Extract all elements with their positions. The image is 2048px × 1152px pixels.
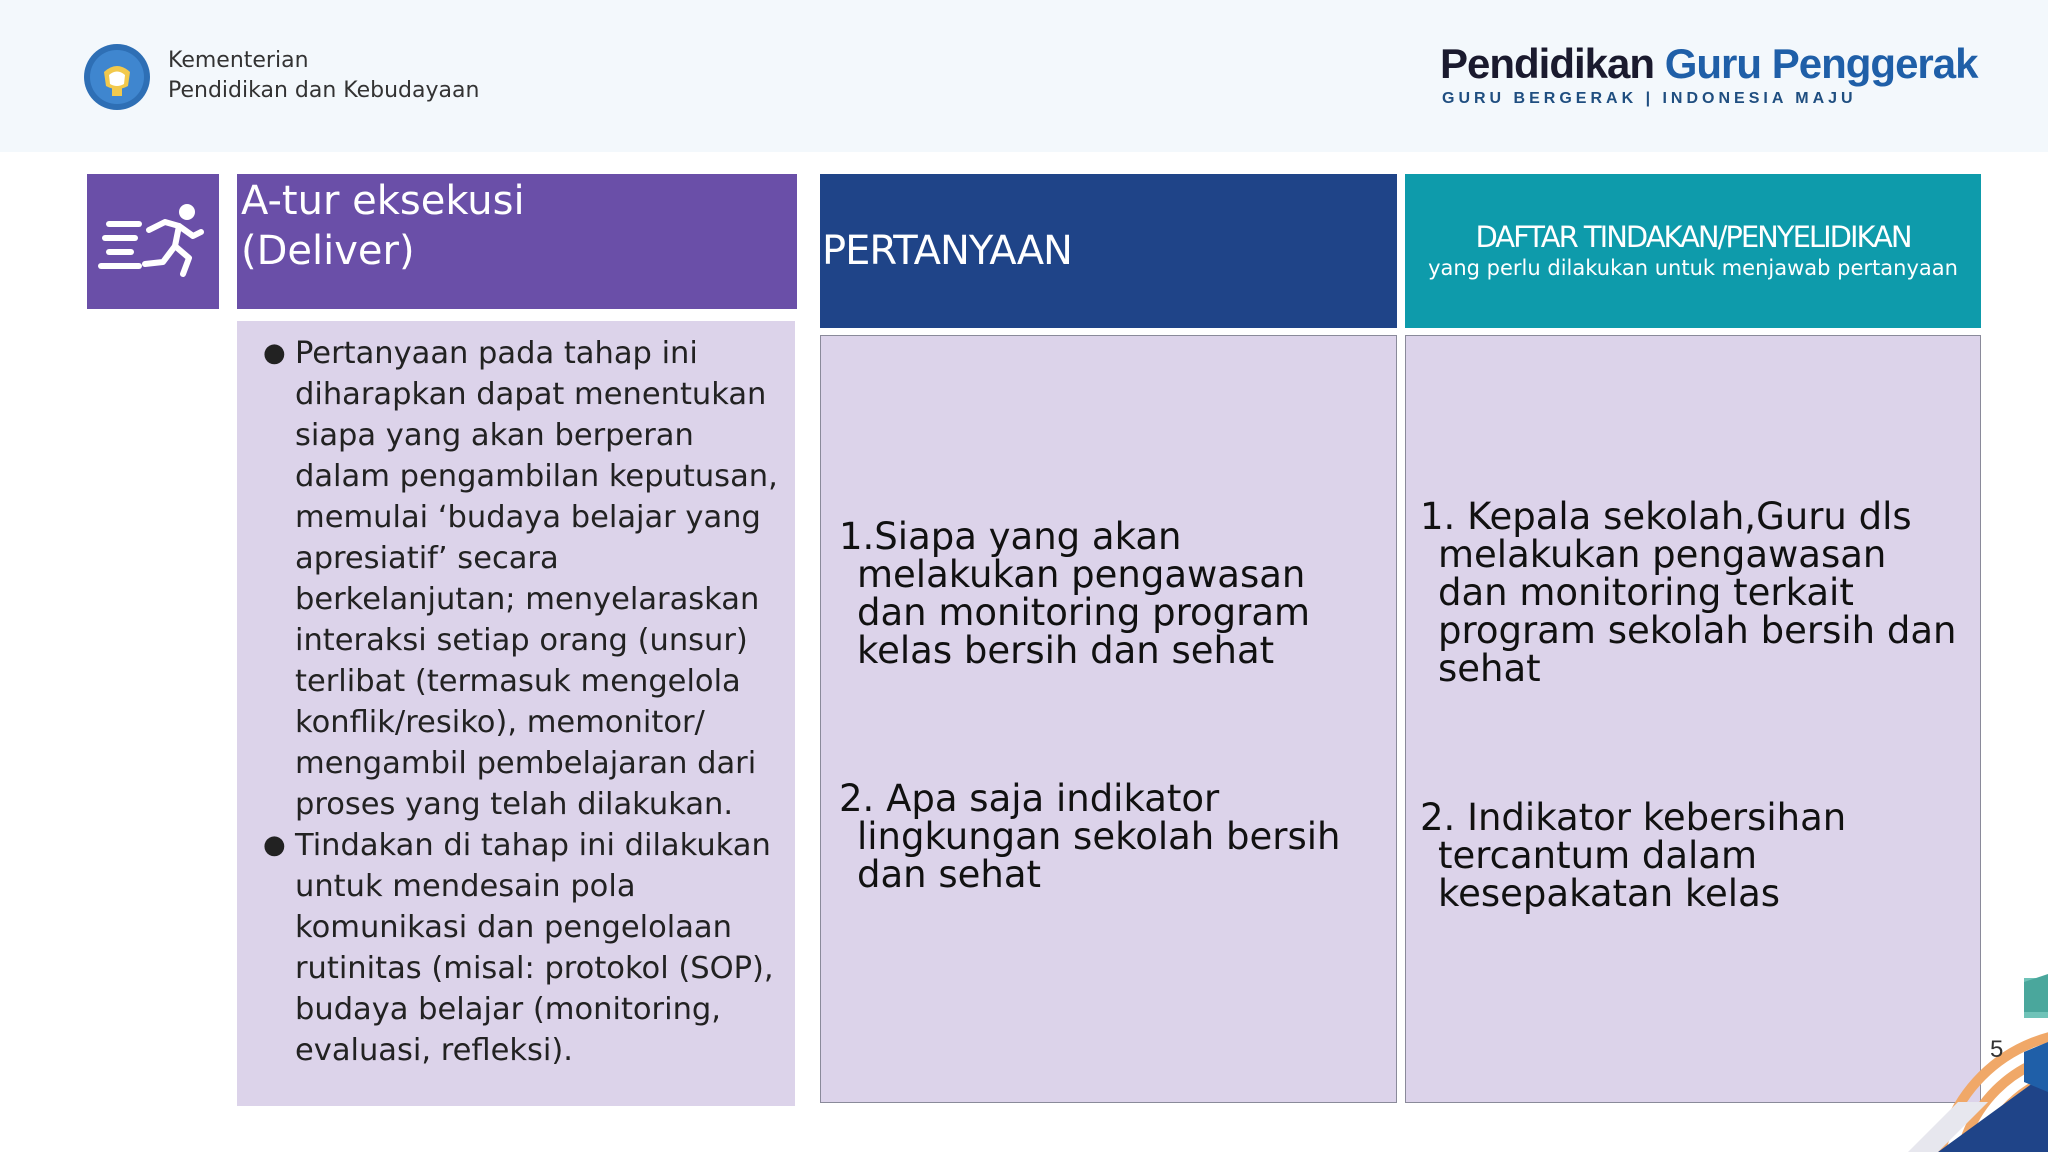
question-1-line: 1.Siapa yang akan [839,515,1182,558]
action-2-line: kesepakatan kelas [1438,872,1781,915]
program-logo [1440,40,1980,108]
action-1-line: melakukan pengawasan [1438,533,1887,576]
phase-title-line-2: (Deliver) [241,228,415,274]
question-2-line: 2. Apa saja indikator [839,777,1220,820]
action-1-line: program sekolah bersih dan [1438,609,1957,652]
question-2-line: lingkungan sekolah bersih [857,815,1341,858]
question-1-line: kelas bersih dan sehat [857,629,1275,672]
action-item-2 [1420,796,1847,915]
ministry-line-1: Kementerian [168,48,309,73]
phase-description [237,321,795,1106]
page-number: 5 [1990,1036,2004,1063]
actions-heading-box [1405,174,1981,328]
bullet-dot: ● [263,338,286,368]
description-item [259,333,781,825]
bullet-dot: ● [263,830,286,860]
description-text: Tindakan di tahap ini dilakukan untuk mendesain pola komunikasi dan pengelolaan rutinitas (misal: protokol (SOP), budaya belajar (monitoring, evaluasi, refleksi). [295,828,774,1068]
description-list [259,333,781,1071]
phase-title-line-1: A-tur eksekusi [241,178,525,224]
actions-heading: DAFTAR TINDAKAN/PENYELIDIKAN [1475,220,1911,254]
action-1-line: sehat [1438,647,1541,690]
question-1-line: dan monitoring program [857,591,1311,634]
action-2-line: 2. Indikator kebersihan [1420,796,1847,839]
action-2-line: tercantum dalam [1438,834,1758,877]
description-item [259,825,781,1071]
action-1-line: dan monitoring terkait [1438,571,1854,614]
corner-decoration [1788,952,2048,1152]
slide-header [0,0,2048,152]
question-item-1 [839,515,1311,672]
question-item-2 [839,777,1341,896]
ministry-name [168,46,479,106]
actions-subheading: yang perlu dilakukan untuk menjawab pertanyaan [1428,256,1958,280]
action-item-1 [1420,495,1957,690]
question-2-line: dan sehat [857,853,1042,896]
questions-body [820,335,1397,1103]
action-1-line: 1. Kepala sekolah,Guru dls [1420,495,1912,538]
ministry-line-2: Pendidikan dan Kebudayaan [168,78,480,103]
program-word-1: Pendidikan [1440,40,1655,87]
question-1-line: melakukan pengawasan [857,553,1306,596]
phase-title [237,174,797,309]
program-tagline: GURU BERGERAK | INDONESIA MAJU [1442,90,1857,107]
tut-wuri-handayani-logo [82,42,152,112]
program-word-2: Guru Penggerak [1664,40,1978,87]
running-person-icon [87,174,219,309]
description-text: Pertanyaan pada tahap ini diharapkan dapat menentukan siapa yang akan berperan dalam pengambilan keputusan, memulai ‘budaya belajar yang apresiatif’ secara berkelanjutan; menyelaraskan interaksi setiap orang (unsur) terlibat (termasuk mengelola konflik/resiko), memonitor/ mengambil pembelajaran dari proses yang telah dilakukan. [295,336,778,822]
questions-heading: PERTANYAAN [820,174,1397,328]
phase-icon-box [87,174,219,309]
